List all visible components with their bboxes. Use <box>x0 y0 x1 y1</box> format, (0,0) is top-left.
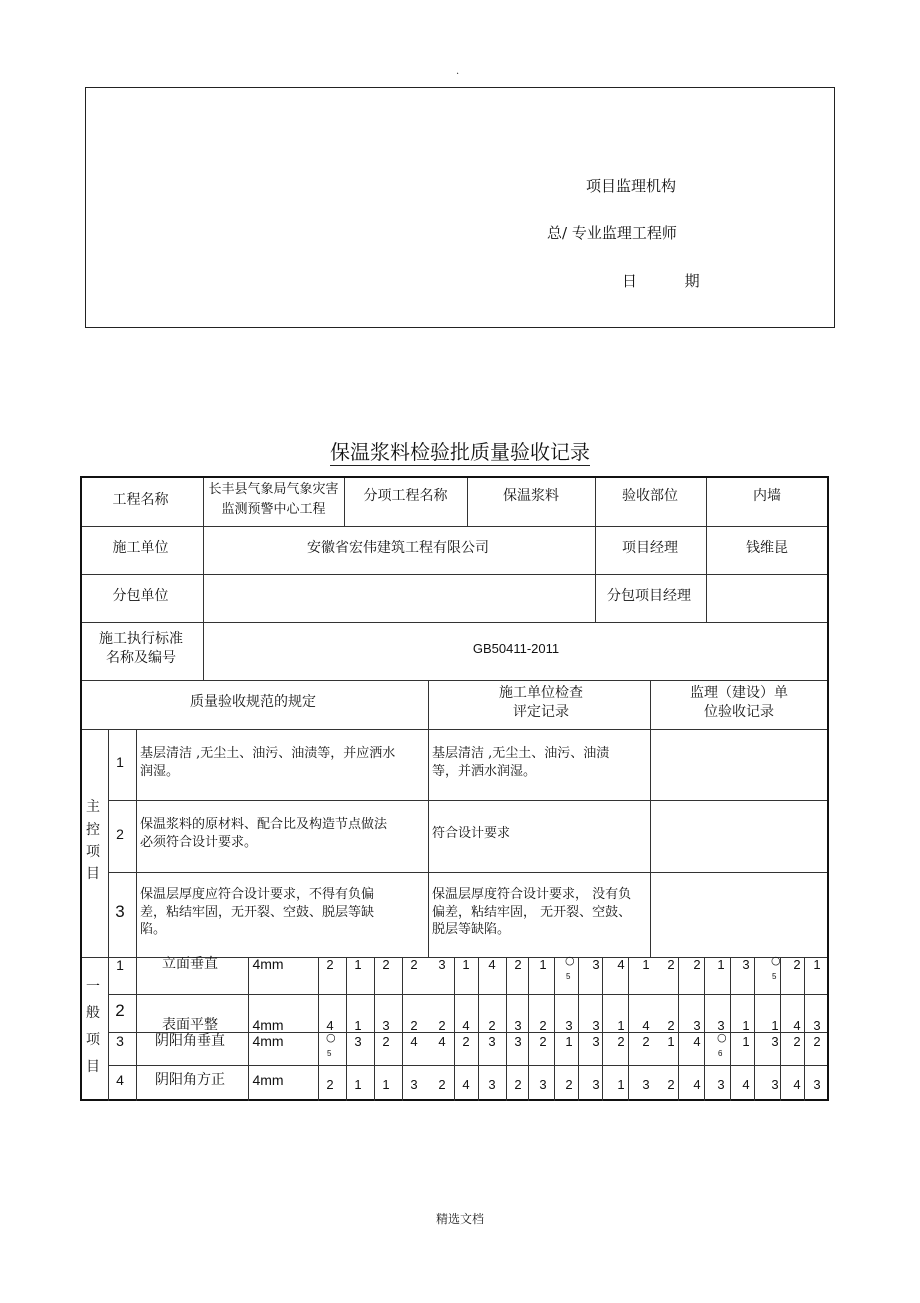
measurement-value: 4 <box>617 957 625 972</box>
subcontract-unit-label: 分包单位 <box>112 587 169 604</box>
measurement-value: 4 <box>742 1077 750 1092</box>
measurement-value: 1 <box>462 957 470 972</box>
measurement-value: 1 <box>565 1034 573 1049</box>
constructor-record-header: 施工单位检查评定记录 <box>499 684 583 720</box>
general-item-no: 2 <box>115 1000 125 1020</box>
measurement-value: 2 <box>514 1077 522 1092</box>
measurement-value: 3 <box>693 1018 701 1033</box>
supervision-org-label: 项目监理机构 <box>586 177 677 195</box>
measurement-value: 3 <box>717 1077 725 1092</box>
accept-part-value: 内墙 <box>753 487 781 504</box>
measurement-value: 1 <box>667 1034 675 1049</box>
standard-label: 施工执行标准名称及编号 <box>99 631 183 666</box>
measurement-value: 2 <box>462 1034 470 1049</box>
measurement-value: 2 <box>667 957 675 972</box>
project-manager-value: 钱维昆 <box>746 539 788 556</box>
general-items-label: 一般项目 <box>86 978 100 1075</box>
construction-unit-value: 安徽省宏伟建筑工程有限公司 <box>307 539 489 556</box>
date-label: 日 期 <box>622 272 700 290</box>
standard-value: GB50411-2011 <box>472 641 560 657</box>
measurement-value: 2 <box>410 1018 418 1033</box>
measurement-value: 1 <box>539 957 547 972</box>
subcontract-unit-value <box>203 572 593 620</box>
accept-part-label: 验收部位 <box>622 487 678 504</box>
measurement-value: 4 <box>462 1077 470 1092</box>
general-item-tolerance: 4mm <box>252 1016 284 1033</box>
measurement-value: 3 <box>438 957 446 972</box>
measurement-value: 3 <box>539 1077 547 1092</box>
main-item-record: 基层清洁 ,无尘土、油污、油渍等，并洒水润湿。 <box>432 745 610 779</box>
main-item-spec: 保温层厚度应符合设计要求，不得有负偏差，粘结牢固，无开裂、空鼓、脱层等缺陷。 <box>140 887 375 938</box>
general-item-name: 阴阳角垂直 <box>155 1032 225 1049</box>
measurement-value: 2 <box>438 1018 446 1033</box>
measurement-value: 5 <box>327 1049 332 1058</box>
measurement-value: 1 <box>742 1018 750 1033</box>
measurement-value: 5 <box>566 972 571 981</box>
measurement-value: 3 <box>354 1034 362 1049</box>
measurement-value: 3 <box>742 957 750 972</box>
general-item-no: 4 <box>116 1071 124 1088</box>
sub-project-manager-value <box>705 572 829 620</box>
measurement-value: 4 <box>642 1018 650 1033</box>
sub-project-manager-label: 分包项目经理 <box>607 587 691 604</box>
general-item-tolerance: 4mm <box>252 955 284 972</box>
measurement-value: 3 <box>488 1077 496 1092</box>
main-item-no: 2 <box>116 825 124 842</box>
measurement-value: 4 <box>438 1034 446 1049</box>
measurement-circle-icon: ○ <box>326 1031 336 1044</box>
main-item-spec: 保温浆料的原材料、配合比及构造节点做法必须符合设计要求。 <box>140 817 388 850</box>
measurement-value: 2 <box>617 1034 625 1049</box>
main-control-label: 主控项目 <box>86 799 100 883</box>
main-item-spec: 基层清洁 ,无尘土、油污、油渍等，并应洒水润湿。 <box>140 745 396 779</box>
measurement-value: 2 <box>793 1034 801 1049</box>
project-name-value: 长丰县气象局气象灾害监测预警中心工程 <box>208 481 339 517</box>
general-item-tolerance: 4mm <box>252 1032 284 1049</box>
measurement-value: 2 <box>488 1018 496 1033</box>
measurement-value: 5 <box>772 972 777 981</box>
project-name-label: 工程名称 <box>112 491 169 508</box>
signature-box <box>85 87 835 328</box>
page-title: 保温浆料检验批质量验收记录 <box>330 440 590 464</box>
general-item-name: 立面垂直 <box>162 955 218 972</box>
general-item-name: 阴阳角方正 <box>155 1071 225 1088</box>
measurement-value: 4 <box>793 1018 801 1033</box>
measurement-value: 2 <box>382 1034 390 1049</box>
main-item-no: 1 <box>116 754 124 771</box>
measurement-value: 3 <box>410 1077 418 1092</box>
measurement-value: 1 <box>354 1018 362 1033</box>
measurement-value: 2 <box>793 957 801 972</box>
measurement-value: 3 <box>771 1034 779 1049</box>
measurement-value: 1 <box>354 957 362 972</box>
measurement-value: 2 <box>539 1034 547 1049</box>
measurement-value: 2 <box>813 1034 821 1049</box>
measurement-circle-icon: ○ <box>717 1031 727 1044</box>
measurement-value: 2 <box>667 1077 675 1092</box>
measurement-value: 2 <box>438 1077 446 1092</box>
measurement-value: 4 <box>488 957 496 972</box>
measurement-value: 1 <box>717 957 725 972</box>
measurement-value: 2 <box>326 1077 334 1092</box>
measurement-value: 3 <box>813 1018 821 1033</box>
measurement-value: 4 <box>693 1077 701 1092</box>
measurement-value: 1 <box>382 1077 390 1092</box>
construction-unit-label: 施工单位 <box>112 539 169 556</box>
measurement-value: 3 <box>514 1018 522 1033</box>
general-item-name: 表面平整 <box>162 1016 218 1033</box>
measurement-value: 1 <box>813 957 821 972</box>
general-item-no: 3 <box>116 1032 124 1049</box>
measurement-value: 1 <box>742 1034 750 1049</box>
measurement-value: 4 <box>693 1034 701 1049</box>
spec-header: 质量验收规范的规定 <box>190 694 316 711</box>
page-marker: . <box>456 66 460 77</box>
measurement-value: 3 <box>771 1077 779 1092</box>
measurement-value: 6 <box>718 1049 723 1058</box>
main-item-record: 保温层厚度符合设计要求， 没有负偏差，粘结牢固， 无开裂、空鼓、脱层等缺陷。 <box>432 887 632 938</box>
measurement-value: 1 <box>642 957 650 972</box>
measurement-value: 1 <box>617 1018 625 1033</box>
measurement-value: 3 <box>642 1077 650 1092</box>
measurement-value: 3 <box>592 1077 600 1092</box>
measurement-value: 3 <box>382 1018 390 1033</box>
supervisor-record-header: 监理（建设）单位验收记录 <box>690 684 788 720</box>
measurement-value: 3 <box>592 1034 600 1049</box>
measurement-value: 2 <box>667 1018 675 1033</box>
sub-project-label: 分项工程名称 <box>363 487 448 504</box>
project-manager-label: 项目经理 <box>622 539 678 556</box>
measurement-value: 2 <box>514 957 522 972</box>
measurement-value: 2 <box>565 1077 573 1092</box>
footer-label: 精选文档 <box>435 1212 484 1226</box>
main-item-record: 符合设计要求 <box>432 826 511 842</box>
measurement-value: 2 <box>693 957 701 972</box>
measurement-value: 2 <box>539 1018 547 1033</box>
measurement-value: 2 <box>326 957 334 972</box>
measurement-value: 4 <box>462 1018 470 1033</box>
measurement-value: 4 <box>410 1034 418 1049</box>
measurement-value: 3 <box>565 1018 573 1033</box>
measurement-value: 1 <box>354 1077 362 1092</box>
general-item-no: 1 <box>116 956 124 973</box>
measurement-value: 3 <box>813 1077 821 1092</box>
measurement-value: 2 <box>410 957 418 972</box>
measurement-circle-icon: ○ <box>771 954 781 967</box>
measurement-value: 4 <box>793 1077 801 1092</box>
measurement-value: 1 <box>771 1018 779 1033</box>
main-item-no: 3 <box>115 902 125 922</box>
general-item-tolerance: 4mm <box>252 1071 284 1088</box>
measurement-value: 4 <box>326 1018 334 1033</box>
measurement-value: 1 <box>617 1077 625 1092</box>
supervision-engineer-label: 总/ 专业监理工程师 <box>547 224 677 242</box>
measurement-value: 3 <box>592 1018 600 1033</box>
measurement-value: 3 <box>717 1018 725 1033</box>
measurement-value: 3 <box>488 1034 496 1049</box>
measurement-value: 3 <box>592 957 600 972</box>
measurement-value: 2 <box>642 1034 650 1049</box>
measurement-value: 3 <box>514 1034 522 1049</box>
sub-project-value: 保温浆料 <box>503 487 559 504</box>
measurement-circle-icon: ○ <box>565 954 575 967</box>
measurement-value: 2 <box>382 957 390 972</box>
